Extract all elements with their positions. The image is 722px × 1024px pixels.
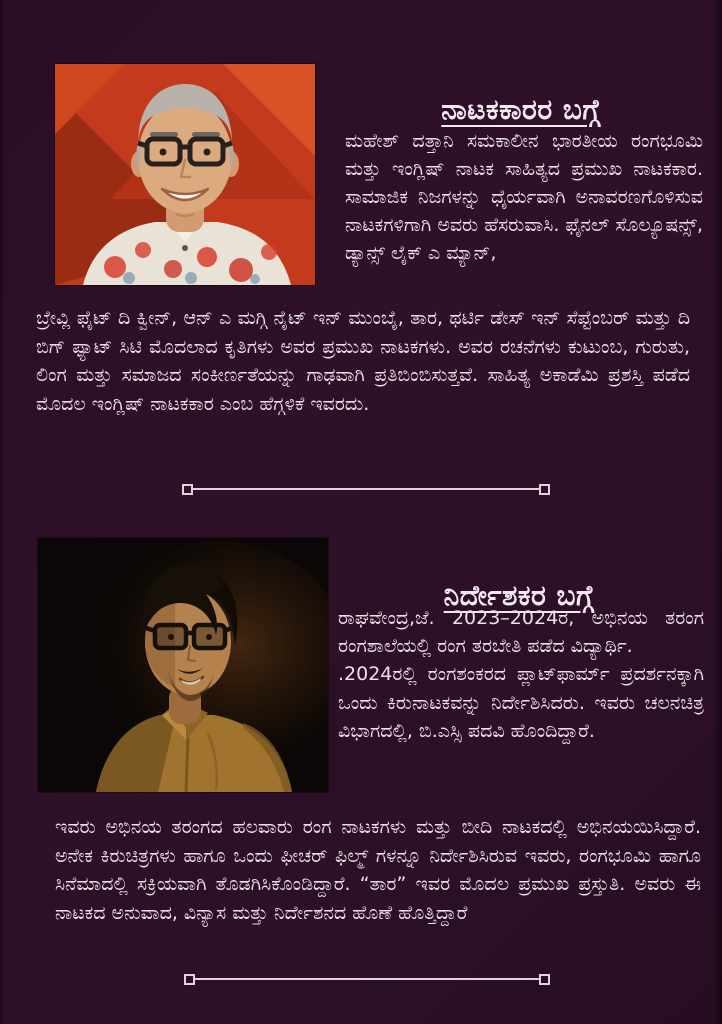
mahesh-dattani-portrait-illustration bbox=[55, 64, 315, 285]
playwright-section-title: ನಾಟಕಕಾರರ ಬಗ್ಗೆ bbox=[441, 93, 601, 127]
director-lead-paragraph-2: .2024ರಲ್ಲಿ ರಂಗಶಂಕರದ ಪ್ಲಾಟ್‌ಫಾರ್ಮ್ ಪ್ರದರ್ಶನಕ್ಕಾಗಿ ಒಂದು ಕಿರುನಾಟಕವನ್ನು ನಿರ್ದೇಶಿಸಿದರು. ಇವರು ಚಲನಚಿತ್ರ ವಿಭಾಗದಲ್ಲಿ, ಬಿ.ಎಸ್ಸಿ ಪದವಿ ಹೊಂದಿದ್ದಾರೆ. bbox=[338, 663, 704, 742]
director-body-paragraph: ಇವರು ಅಭಿನಯ ತರಂಗದ ಹಲವಾರು ರಂಗ ನಾಟಕಗಳು ಮತ್ತು ಬೀದಿ ನಾಟಕದಲ್ಲಿ ಅಭಿನಯಯಿಸಿದ್ದಾರೆ. ಅನೇಕ ಕಿರುಚಿತ್ರಗಳು ಹಾಗೂ ಒಂದು ಫೀಚರ್ ಫಿಲ್ಮ್ ಗಳನ್ನೂ ನಿರ್ದೇಶಿಸಿರುವ ಇವರು, ರಂಗಭೂಮಿ ಹಾಗೂ ಸಿನೆಮಾದಲ್ಲಿ ಸಕ್ರಿಯವಾಗಿ ತೊಡಗಿಸಿಕೊಂಡಿದ್ದಾರೆ. “ತಾರ” ಇವರ ಮೊದಲ ಪ್ರಮುಖ ಪ್ರಸ್ತುತಿ. ಅವರು ಈ ನಾಟಕದ ಅನುವಾದ, ವಿನ್ಯಾಸ ಮತ್ತು ನಿರ್ದೇಶನದ ಹೊಣೆ ಹೊತ್ತಿದ್ದಾರೆ bbox=[55, 816, 701, 924]
director-lead-paragraph-1: ರಾಘವೇಂದ್ರ,ಜೆ. 2023–2024ರ, ಅಭಿನಯ ತರಂಗ ರಂಗಶಾಲೆಯಲ್ಲಿ ರಂಗ ತರಬೇತಿ ಪಡೆದ ವಿದ್ಯಾರ್ಥಿ. bbox=[338, 607, 704, 658]
playwright-photo bbox=[55, 64, 315, 285]
section-divider bbox=[184, 974, 550, 984]
director-lead-paragraphs bbox=[338, 604, 704, 745]
playwright-body-paragraph: ಬ್ರೇವ್ಲಿ ಫೈಟ್ ದಿ ಕ್ವೀನ್, ಆನ್ ಎ ಮಗ್ಗಿ ನೈಟ್ ಇನ್ ಮುಂಬೈ, ತಾರ, ಥರ್ಟಿ ಡೇಸ್ ಇನ್ ಸೆಪ್ಟೆಂಬರ್ ಮತ್ತು ದಿ ಬಿಗ್ ಫ್ಯಾಟ್ ಸಿಟಿ ಮೊದಲಾದ ಕೃತಿಗಳು ಅವರ ಪ್ರಮುಖ ನಾಟಕಗಳು. ಅವರ ರಚನೆಗಳು ಕುಟುಂಬ, ಗುರುತು, ಲಿಂಗ ಮತ್ತು ಸಮಾಜದ ಸಂಕೀರ್ಣತೆಯನ್ನು ಗಾಢವಾಗಿ ಪ್ರತಿಬಿಂಬಿಸುತ್ತವೆ. ಸಾಹಿತ್ಯ ಅಕಾಡೆಮಿ ಪ್ರಶಸ್ತಿ ಪಡೆದ ಮೊದಲ ಇಂಗ್ಲಿಷ್ ನಾಟಕಕಾರ ಎಂಬ ಹೆಗ್ಗಳಿಕೆ ಇವರದು. bbox=[36, 307, 690, 415]
divider-square-right-icon bbox=[539, 484, 550, 495]
divider-square-right-icon bbox=[539, 974, 550, 985]
director-section-title: ನಿರ್ದೇಶಕರ ಬಗ್ಗೆ bbox=[443, 579, 595, 613]
page-right-edge-shadow bbox=[713, 0, 722, 1024]
section-divider bbox=[182, 484, 550, 494]
raghavendra-portrait-illustration bbox=[38, 538, 328, 792]
divider-square-left-icon bbox=[184, 974, 195, 985]
divider-line bbox=[193, 488, 539, 490]
director-photo bbox=[38, 538, 328, 792]
divider-line bbox=[195, 978, 539, 980]
playwright-lead-paragraph: ಮಹೇಶ್ ದತ್ತಾನಿ ಸಮಕಾಲೀನ ಭಾರತೀಯ ರಂಗಭೂಮಿ ಮತ್ತು ಇಂಗ್ಲಿಷ್ ನಾಟಕ ಸಾಹಿತ್ಯದ ಪ್ರಮುಖ ನಾಟಕಕಾರ. ಸಾಮಾಜಿಕ ನಿಜಗಳನ್ನು ಧೈರ್ಯವಾಗಿ ಅನಾವರಣಗೊಳಿಸುವ ನಾಟಕಗಳಿಗಾಗಿ ಅವರು ಹೆಸರುವಾಸಿ. ಫೈನಲ್ ಸೊಲ್ಯೂಷನ್ಸ್, ಡ್ಯಾನ್ಸ್ ಲೈಕ್ ಎ ಮ್ಯಾನ್, bbox=[345, 130, 703, 264]
divider-square-left-icon bbox=[182, 484, 193, 495]
page-left-edge-shadow bbox=[0, 0, 5, 1024]
